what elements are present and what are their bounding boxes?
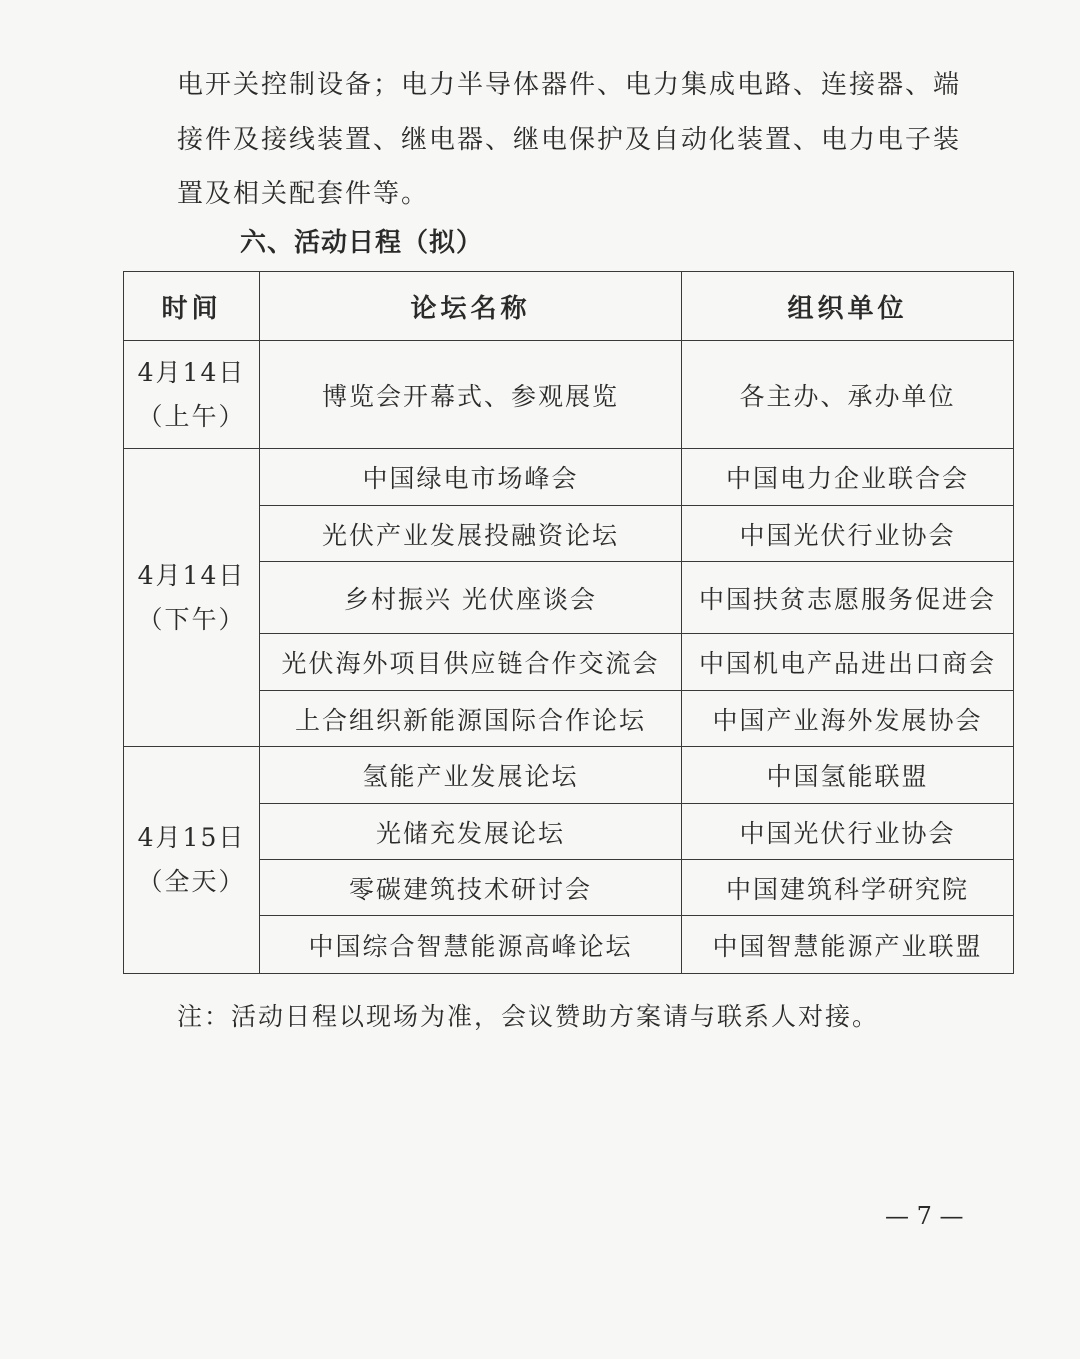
time-cell [124,341,260,449]
organizer-cell: 中国扶贫志愿服务促进会 [682,562,1014,634]
organizer-cell: 中国机电产品进出口商会 [682,634,1014,691]
organizer-cell: 中国智慧能源产业联盟 [682,916,1014,974]
period-text: （下午） [137,604,246,634]
date-text: 4月15日 [137,823,246,853]
forum-name-cell: 光伏海外项目供应链合作交流会 [260,634,682,691]
header-organizer: 组织单位 [682,272,1014,341]
date-text: 4月14日 [137,357,246,387]
footnote: 注：活动日程以现场为准，会议赞助方案请与联系人对接。 [177,1002,880,1031]
time-cell [124,747,260,974]
organizer-cell: 中国光伏行业协会 [682,804,1014,860]
forum-name-cell: 光储充发展论坛 [260,804,682,860]
organizer-cell: 中国光伏行业协会 [682,506,1014,562]
date-text: 4月14日 [137,560,246,590]
organizer-cell: 中国电力企业联合会 [682,449,1014,506]
table-header-row [124,272,1014,341]
forum-name-cell: 零碳建筑技术研讨会 [260,860,682,916]
period-text: （上午） [137,401,246,431]
section-heading: 六、活动日程（拟） [240,228,484,258]
forum-name-cell: 中国综合智慧能源高峰论坛 [260,916,682,974]
paragraph-line-1: 电开关控制设备；电力半导体器件、电力集成电路、连接器、端 [177,70,962,100]
forum-name-cell: 中国绿电市场峰会 [260,449,682,506]
organizer-cell: 中国氢能联盟 [682,747,1014,804]
header-forum-name: 论坛名称 [260,272,682,341]
forum-name-cell: 乡村振兴 光伏座谈会 [260,562,682,634]
organizer-cell: 中国产业海外发展协会 [682,691,1014,747]
table-row [124,341,1014,449]
time-cell [124,449,260,747]
forum-name-cell: 氢能产业发展论坛 [260,747,682,804]
forum-name-cell: 博览会开幕式、参观展览 [260,341,682,449]
organizer-cell: 各主办、承办单位 [682,341,1014,449]
paragraph-line-3: 置及相关配套件等。 [177,179,430,209]
header-time: 时间 [124,272,260,341]
table-row [124,747,1014,804]
paragraph-line-2: 接件及接线装置、继电器、继电保护及自动化装置、电力电子装 [177,125,962,155]
period-text: （全天） [137,867,246,896]
organizer-cell: 中国建筑科学研究院 [682,860,1014,916]
table-row [124,449,1014,506]
forum-name-cell: 光伏产业发展投融资论坛 [260,506,682,562]
schedule-table [123,271,1014,974]
forum-name-cell: 上合组织新能源国际合作论坛 [260,691,682,747]
page-number: — 7 — [885,1202,964,1230]
